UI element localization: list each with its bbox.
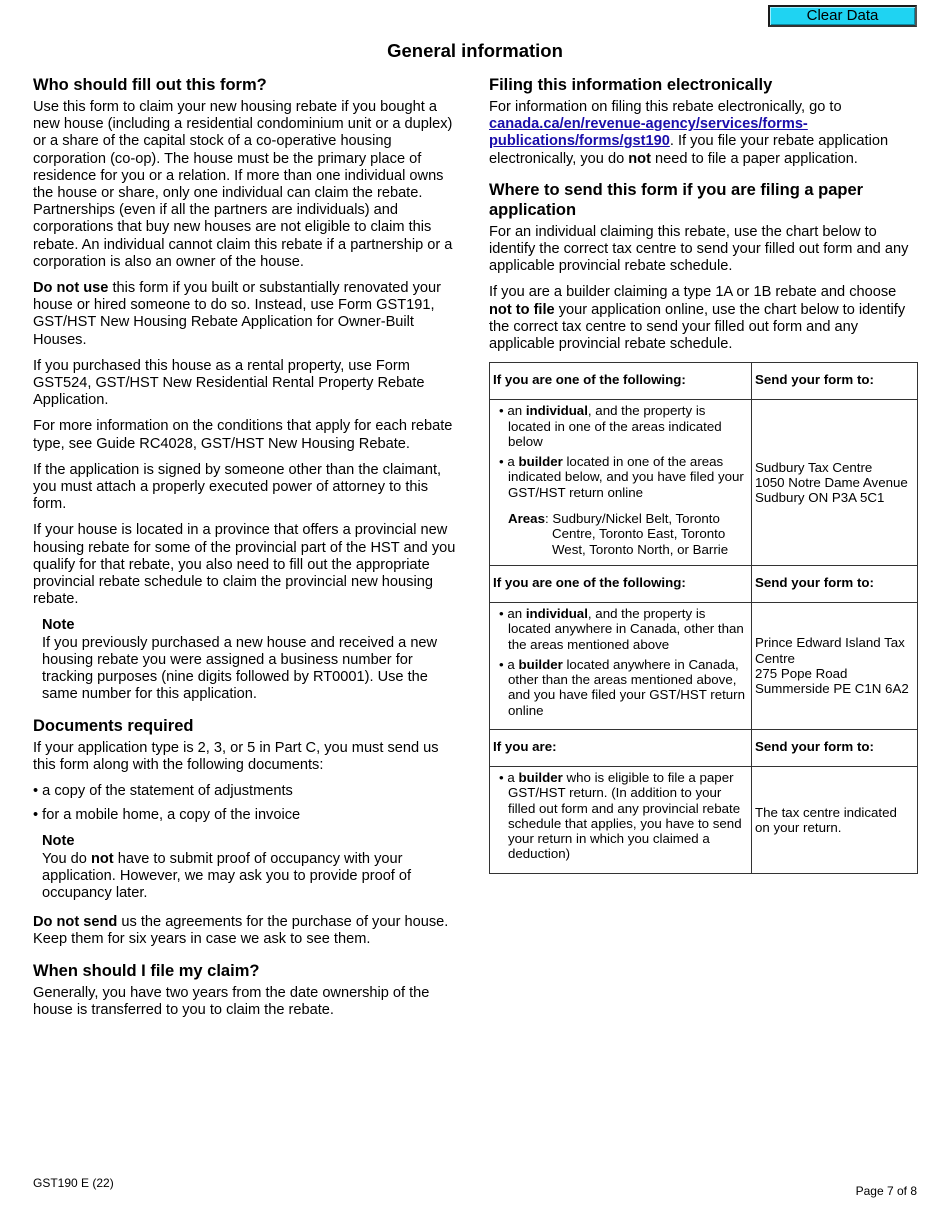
where-text-a: If you are a builder claiming a type 1A or 1B rebate and choose xyxy=(489,284,897,301)
table-cell xyxy=(490,400,752,566)
elec-text-a: For information on filing this rebate electronically, go to xyxy=(489,99,842,115)
where-paragraph-1: For an individual claiming this rebate, use the chart below to identify the correct tax centre to send your filled out form and any applicable provincial rebate schedule. xyxy=(489,223,909,275)
who-paragraph-4: For more information on the conditions that apply for each rebate type, see Guide RC4028, GST/HST New Housing Rebate. xyxy=(33,418,453,452)
list-item xyxy=(499,657,747,718)
bullet-text-a: • a xyxy=(499,769,519,785)
criteria-list xyxy=(490,767,751,873)
list-item: • a copy of the statement of adjustments xyxy=(33,782,293,799)
who-paragraph-1: Use this form to claim your new housing rebate if you bought a new house (including a residential condominium unit or a duplex) or a share of the capital stock of a co-operative housing corporation (co-op). The house must be the primary place of residence for you or a relation. If more than one individual owns the house or share, only one individual can claim the rebate. Partnerships (even if all the partners are individuals) and corporations that buy new houses are not eligible to claim this rebate. An individual cannot claim this rebate if a partnership or a corporation is also an owner of the house. xyxy=(33,99,453,270)
list-item xyxy=(499,606,747,652)
who-should-fill-heading: Who should fill out this form? xyxy=(33,76,267,94)
do-not-send-bold: Do not send xyxy=(33,914,118,931)
page-title: General information xyxy=(387,40,563,61)
bullet-text-c: , and the property is located in one of the areas indicated below xyxy=(508,403,722,449)
elec-text-c: need to file a paper application. xyxy=(650,150,858,167)
individual-bold: individual xyxy=(525,403,588,419)
bullet-text-a: • a xyxy=(499,454,519,470)
elec-text-b: . If you file your rebate application electronically, you do xyxy=(489,133,889,167)
when-file-heading: When should I file my claim? xyxy=(33,961,260,980)
table-row xyxy=(490,400,918,566)
documents-list xyxy=(33,783,459,824)
table-row xyxy=(490,602,918,729)
bullet-text-c: who is eligible to file a paper GST/HST return. (In addition to your filled out form and any provincial rebate schedule that applies, you have to send your return in which you claimed a deduction) xyxy=(508,769,742,862)
bullet-text-c: located in one of the areas indicated below, and you have filed your GST/HST return online xyxy=(508,454,744,500)
bullet-text-a: • an xyxy=(499,403,526,419)
filing-electronically-paragraph xyxy=(489,99,921,168)
documents-required-heading: Documents required xyxy=(33,716,194,735)
address-line: 1050 Notre Dame Avenue xyxy=(755,474,908,490)
table-cell xyxy=(752,766,918,873)
table-header-cell: If you are one of the following: xyxy=(490,363,752,400)
areas-line-1: : Sudbury/Nickel Belt, Toronto xyxy=(544,511,720,527)
not-to-file-bold: not to file xyxy=(489,301,555,318)
documents-paragraph-2 xyxy=(33,914,459,948)
table-row xyxy=(490,766,918,873)
table-cell xyxy=(490,766,752,873)
address-line: The tax centre indicated on your return. xyxy=(755,804,897,835)
table-row xyxy=(490,565,918,602)
criteria-list xyxy=(490,400,751,511)
list-item xyxy=(499,770,747,862)
address-line: Prince Edward Island Tax Centre xyxy=(755,635,905,666)
table-header-cell: Send your form to: xyxy=(752,363,918,400)
list-item: • for a mobile home, a copy of the invoice xyxy=(33,807,301,824)
areas-text xyxy=(490,511,751,565)
address-line: Sudbury ON P3A 5C1 xyxy=(755,490,885,506)
elec-not-bold: not xyxy=(628,150,651,167)
filing-electronically-heading: Filing this information electronically xyxy=(489,76,773,94)
bullet-text-a: • a xyxy=(499,656,519,672)
who-paragraph-2-text: this form if you built or substantially renovated your house or hired someone to do so. Instead, use Form GST191, GST/HST New Housing Rebate Application for Owner-Built Houses. xyxy=(33,280,441,348)
list-item xyxy=(499,403,747,449)
where-to-send-heading: Where to send this form if you are filing a paper application xyxy=(489,180,864,219)
where-text-b: your application online, use the chart below to identify the correct tax centre to send your filled out form and any applicable provincial rebate schedule. xyxy=(489,301,906,353)
note-text: If you previously purchased a new house and received a new housing rebate you were assigned a business number for tracking purposes (nine digits followed by RT0001). Use the same number for this application. xyxy=(42,634,438,703)
bullet-text-c: located anywhere in Canada, other than the areas mentioned above, and you have filed your GST/HST return online xyxy=(508,656,746,718)
address-line: 275 Pope Road xyxy=(755,665,848,681)
table-cell xyxy=(490,602,752,729)
occupancy-note xyxy=(33,833,459,902)
address-line: Summerside PE C1N 6A2 xyxy=(755,681,909,697)
note-text-a: You do xyxy=(42,850,91,867)
note-text-c: have to submit proof of occupancy with your application. However, we may ask you to provide proof of occupancy later. xyxy=(42,850,412,901)
form-identifier: GST190 E (22) xyxy=(33,1176,114,1190)
do-not-use-bold: Do not use xyxy=(33,280,109,297)
table-header-cell: If you are: xyxy=(490,729,752,766)
left-column xyxy=(33,75,459,1028)
table-header-cell: Send your form to: xyxy=(752,729,918,766)
documents-paragraph-1: If your application type is 2, 3, or 5 in Part C, you must send us this form along with the following documents: xyxy=(33,739,439,773)
where-paragraph-2 xyxy=(489,284,921,353)
gst190-link[interactable]: canada.ca/en/revenue-agency/services/forms-publications/forms/gst190 xyxy=(489,116,808,150)
right-column xyxy=(489,75,921,874)
areas-label: Areas xyxy=(508,511,545,527)
table-row xyxy=(490,363,918,400)
areas-line-2: Centre, Toronto East, Toronto West, Toronto North, or Barrie xyxy=(552,526,729,557)
business-number-note xyxy=(33,617,459,703)
who-paragraph-6: If your house is located in a province that offers a provincial new housing rebate for some of the provincial part of the HST and you qualify for that rebate, you also need to fill out the appropriate provincial rebate schedule to claim the provincial new housing rebate. xyxy=(33,522,456,608)
tax-centre-table xyxy=(489,362,918,874)
note-title: Note xyxy=(42,833,75,850)
note-not-bold: not xyxy=(90,850,114,867)
documents-paragraph-2-text: us the agreements for the purchase of your house. Keep them for six years in case we ask to see them. xyxy=(33,914,449,948)
table-header-cell: Send your form to: xyxy=(752,565,918,602)
note-title: Note xyxy=(42,617,75,634)
bullet-text-a: • an xyxy=(499,605,526,621)
when-paragraph: Generally, you have two years from the date ownership of the house is transferred to you to claim the rebate. xyxy=(33,984,430,1018)
table-row xyxy=(490,729,918,766)
clear-data-button[interactable]: Clear Data xyxy=(768,5,917,27)
who-paragraph-2 xyxy=(33,280,459,349)
address-line: Sudbury Tax Centre xyxy=(755,459,873,475)
who-paragraph-3: If you purchased this house as a rental property, use Form GST524, GST/HST New Residential Rental Property Rebate Application. xyxy=(33,357,425,409)
table-header-cell: If you are one of the following: xyxy=(490,565,752,602)
criteria-list xyxy=(490,603,751,729)
bullet-text-c: , and the property is located anywhere in Canada, other than the areas mentioned above xyxy=(508,605,744,652)
table-cell xyxy=(752,602,918,729)
individual-bold: individual xyxy=(525,605,588,621)
builder-bold: builder xyxy=(518,656,563,672)
page-number: Page 7 of 8 xyxy=(855,1184,917,1198)
builder-bold: builder xyxy=(518,769,563,785)
who-paragraph-5: If the application is signed by someone other than the claimant, you must attach a properly executed power of attorney to this form. xyxy=(33,461,442,513)
note-text xyxy=(42,851,459,903)
builder-bold: builder xyxy=(518,454,563,470)
table-cell xyxy=(752,400,918,566)
list-item xyxy=(499,454,747,500)
